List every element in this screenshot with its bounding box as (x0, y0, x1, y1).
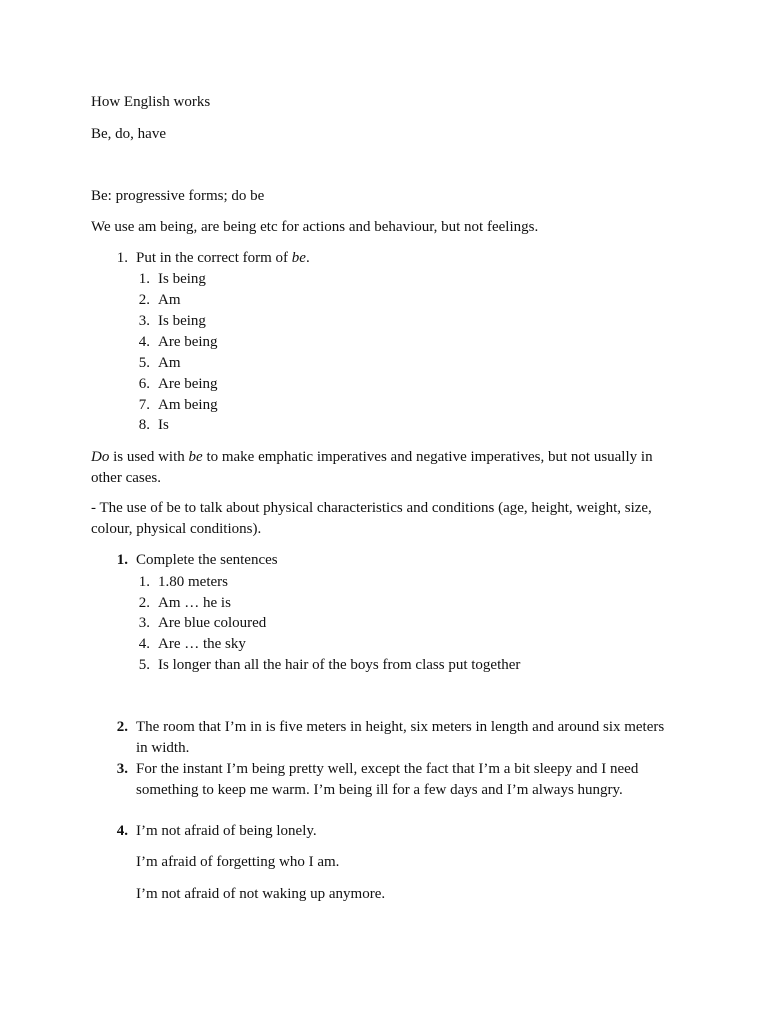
item2-text: The room that I’m in is five meters in height, six meters in length and around six meters in width. (136, 719, 665, 756)
list-item: Is longer than all the hair of the boys from class put together (158, 657, 521, 673)
list-item: Are … the sky (158, 636, 246, 652)
list-item: Are being (158, 376, 218, 392)
list-item-number: 4. (138, 636, 150, 652)
document-subtitle: Be, do, have (91, 126, 166, 142)
list-item: Am being (158, 397, 218, 413)
list-item: Am … he is (158, 595, 231, 611)
intro-paragraph: We use am being, are being etc for actions and behaviour, but not feelings. (91, 219, 539, 235)
list-item: Is being (158, 313, 206, 329)
list-item-number: 3. (138, 615, 150, 631)
list-item: Am (158, 355, 181, 371)
exercise2-number: 1. (116, 552, 128, 568)
list-item-number: 2. (138, 595, 150, 611)
exercise1-instruction: Put in the correct form of be. (136, 250, 310, 266)
item4-line1: I’m not afraid of being lonely. (136, 823, 317, 839)
item2-number: 2. (116, 719, 128, 735)
list-item-number: 1. (138, 271, 150, 287)
list-item: Are being (158, 334, 218, 350)
list-item-number: 8. (138, 417, 150, 433)
list-item-number: 5. (138, 355, 150, 371)
exercise1-number: 1. (116, 250, 128, 266)
item3-text: For the instant I’m being pretty well, except the fact that I’m a bit sleepy and I need something to keep me warm. I’m being ill for a few days and I’m always hungry. (136, 761, 639, 798)
list-item-number: 3. (138, 313, 150, 329)
do-note-paragraph: Do is used with be to make emphatic imperatives and negative imperatives, but not usually in other cases. (91, 449, 653, 486)
list-item: Is being (158, 271, 206, 287)
item4-number: 4. (116, 823, 128, 839)
item4-line3: I’m not afraid of not waking up anymore. (136, 886, 386, 902)
section-heading: Be: progressive forms; do be (91, 188, 265, 204)
item3-number: 3. (116, 761, 128, 777)
characteristics-paragraph: - The use of be to talk about physical characteristics and conditions (age, height, weight, size, colour, physical conditions). (91, 500, 652, 537)
list-item: Are blue coloured (158, 615, 267, 631)
list-item: Am (158, 292, 181, 308)
list-item-number: 7. (138, 397, 150, 413)
list-item-number: 4. (138, 334, 150, 350)
list-item-number: 1. (138, 574, 150, 590)
list-item-number: 5. (138, 657, 150, 673)
item4-line2: I’m afraid of forgetting who I am. (136, 854, 340, 870)
exercise2-instruction: Complete the sentences (136, 552, 278, 568)
list-item-number: 2. (138, 292, 150, 308)
list-item: 1.80 meters (158, 574, 228, 590)
list-item-number: 6. (138, 376, 150, 392)
list-item: Is (158, 417, 169, 433)
document-title: How English works (91, 94, 211, 110)
